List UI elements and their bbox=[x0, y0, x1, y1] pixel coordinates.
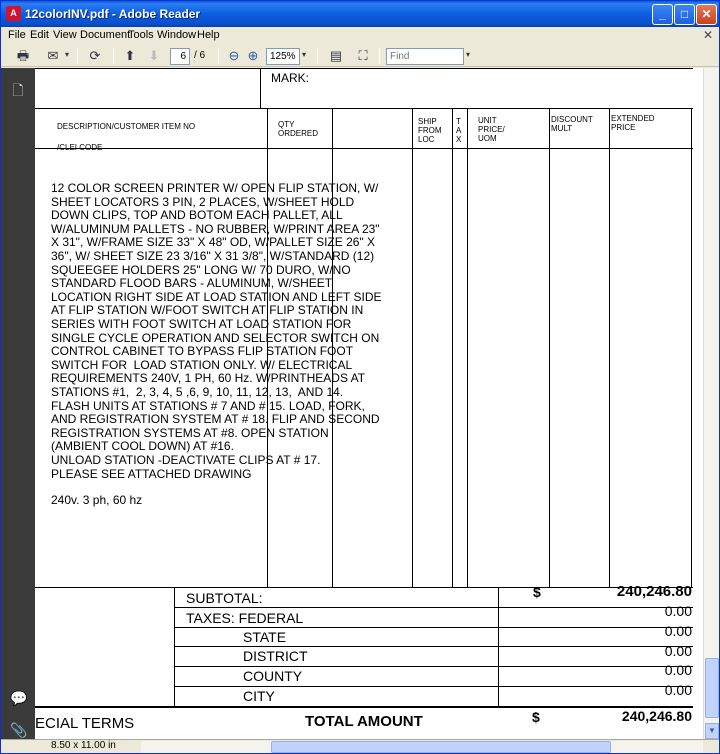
description-line: REGISTRATION SYSTEMS AT #8. OPEN STATION bbox=[51, 425, 329, 440]
total-amount-label: TOTAL AMOUNT bbox=[305, 713, 423, 730]
horizontal-scrollbar[interactable] bbox=[141, 741, 703, 753]
page-total: / 6 bbox=[194, 50, 206, 61]
menu-tools[interactable]: Tools bbox=[128, 29, 154, 41]
status-bar bbox=[1, 739, 719, 753]
city-tax-label: CITY bbox=[243, 688, 275, 704]
previous-page-icon[interactable]: ⬆ bbox=[124, 48, 136, 63]
description-line: SINGLE CYCLE OPERATION AND SELECTOR SWITCH ON bbox=[51, 330, 380, 345]
collaborate-icon[interactable]: ⟳ bbox=[89, 48, 101, 63]
header-extended-price: EXTENDED PRICE bbox=[611, 114, 655, 132]
power-note: 240v. 3 ph, 60 hz bbox=[51, 493, 143, 507]
description-line: SERIES WITH FOOT SWITCH AT LOAD STATION FOR bbox=[51, 317, 352, 331]
description-line: 12 COLOR SCREEN PRINTER W/ OPEN FLIP STATION, W/ bbox=[51, 181, 379, 195]
header-discount-mult: DISCOUNT MULT bbox=[551, 115, 593, 133]
fit-width-icon[interactable]: ⛶ bbox=[358, 48, 368, 63]
find-input[interactable] bbox=[386, 48, 464, 65]
description-line: 36", W/ SHEET SIZE 23 3/16" X 31 3/8", W/STANDARD (12) bbox=[51, 249, 375, 263]
toolbar-separator bbox=[379, 48, 380, 64]
menu-help[interactable]: Help bbox=[197, 29, 220, 41]
city-tax-value: 0.00 bbox=[664, 682, 692, 698]
mark-label: MARK: bbox=[271, 71, 310, 85]
horizontal-scroll-thumb[interactable] bbox=[271, 741, 611, 753]
zoom-dropdown-icon[interactable]: ▾ bbox=[302, 50, 307, 59]
close-button[interactable]: ✕ bbox=[696, 4, 717, 25]
description-line: REQUIREMENTS 240V, 1 PH, 60 Hz. W/PRINTHEADS AT bbox=[51, 371, 366, 386]
navigation-pane bbox=[1, 68, 35, 739]
toolbar-separator bbox=[218, 48, 219, 64]
district-tax-label: DISTRICT bbox=[243, 648, 308, 664]
toolbar bbox=[1, 45, 719, 67]
email-icon[interactable]: ✉ bbox=[47, 48, 59, 63]
header-tax: T A X bbox=[456, 117, 462, 144]
header-clei-code: /CLEI CODE bbox=[57, 143, 103, 152]
menu-window[interactable]: Window bbox=[157, 29, 197, 41]
minimize-button[interactable]: _ bbox=[652, 4, 673, 25]
adobe-reader-icon: A bbox=[6, 6, 21, 21]
description-line: X 31", W/FRAME SIZE 33" X 48" OD, W/PALLET SIZE 26" X bbox=[51, 235, 376, 250]
pages-icon[interactable]: 🗋 bbox=[12, 82, 24, 98]
zoom-level-input[interactable]: 125% bbox=[266, 48, 300, 65]
zoom-in-icon[interactable]: ⊕ bbox=[247, 48, 259, 63]
zoom-out-icon[interactable]: ⊖ bbox=[228, 48, 240, 63]
attachments-icon[interactable]: 📎 bbox=[10, 722, 28, 738]
header-unit-price: UNIT PRICE/ UOM bbox=[478, 116, 505, 143]
description-line: PLEASE SEE ATTACHED DRAWING bbox=[51, 466, 252, 481]
state-tax-label: STATE bbox=[243, 629, 287, 645]
comments-icon[interactable]: 💬 bbox=[10, 690, 28, 706]
close-document-icon[interactable]: ✕ bbox=[702, 28, 713, 42]
description-line: CONTROL CABINET TO BYPASS FLIP STATION FOOT bbox=[51, 344, 354, 359]
subtotal-label: SUBTOTAL: bbox=[186, 590, 263, 606]
header-ship-from: SHIP FROM LOC bbox=[418, 117, 442, 144]
description-line: W/ALUMINUM PALLETS - NO RUBBER, W/PRINT AREA 23" bbox=[51, 221, 380, 236]
description-line: LOCATION RIGHT SIDE AT LOAD STATION AND LEFT SIDE bbox=[51, 289, 382, 304]
scroll-down-arrow-icon[interactable]: ▼ bbox=[705, 723, 719, 739]
special-terms-label: ECIAL TERMS bbox=[35, 715, 135, 732]
header-qty-ordered: QTY ORDERED bbox=[278, 120, 319, 138]
state-tax-value: 0.00 bbox=[664, 623, 692, 639]
subtotal-currency: $ bbox=[533, 584, 541, 600]
menu-edit[interactable]: Edit bbox=[30, 29, 49, 41]
page-size: 8.50 x 11.00 in bbox=[51, 740, 116, 751]
header-description: DESCRIPTION/CUSTOMER ITEM NO bbox=[57, 122, 196, 131]
menu-view[interactable]: View bbox=[53, 29, 77, 41]
menu-document[interactable]: Document bbox=[80, 29, 131, 41]
subtotal-value: 240,246.80 bbox=[616, 583, 692, 600]
description-line: AT FLIP STATION W/FOOT SWITCH AT FLIP STATION IN bbox=[51, 303, 364, 318]
total-currency: $ bbox=[532, 709, 540, 725]
find-dropdown-icon[interactable]: ▾ bbox=[466, 50, 471, 59]
window-title: 12colorINV.pdf - Adobe Reader bbox=[25, 7, 201, 21]
next-page-icon[interactable]: ⬇ bbox=[148, 48, 160, 63]
toolbar-separator bbox=[317, 48, 318, 64]
toolbar-separator bbox=[113, 48, 114, 64]
federal-tax-value: 0.00 bbox=[664, 603, 692, 619]
email-dropdown-icon[interactable]: ▾ bbox=[65, 50, 70, 59]
print-icon[interactable]: 🖶 bbox=[16, 48, 30, 63]
description-line: UNLOAD STATION -DEACTIVATE CLIPS AT # 17. bbox=[51, 453, 321, 467]
item-description bbox=[51, 182, 431, 482]
federal-tax-label: TAXES: FEDERAL bbox=[186, 610, 304, 626]
county-tax-value: 0.00 bbox=[664, 662, 692, 678]
description-line: AND REGISTRATION SYSTEM AT # 18. FLIP AND SECOND bbox=[51, 412, 380, 427]
description-line: SWITCH FOR LOAD STATION ONLY. W/ ELECTRICAL bbox=[51, 357, 353, 372]
district-tax-value: 0.00 bbox=[664, 643, 692, 659]
description-line: STANDARD FLOOD BARS - ALUMINUM, W/SHEET bbox=[51, 276, 333, 291]
description-line: (AMBIENT COOL DOWN) AT #16. bbox=[51, 439, 234, 454]
menu-file[interactable]: File bbox=[8, 29, 26, 41]
title-bar[interactable] bbox=[1, 1, 719, 27]
fit-page-icon[interactable]: ▤ bbox=[329, 48, 343, 63]
toolbar-separator bbox=[77, 48, 78, 64]
county-tax-label: COUNTY bbox=[243, 668, 303, 684]
description-line: DOWN CLIPS, TOP AND BOTOM EACH PALLET, ALL bbox=[51, 208, 343, 223]
document-page bbox=[35, 68, 703, 739]
description-line: FLASH UNITS AT STATIONS # 7 AND # 15. LOAD, FORK, bbox=[51, 398, 365, 413]
maximize-button[interactable]: □ bbox=[674, 4, 695, 25]
description-line: SQUEEGEE HOLDERS 25" LONG W/ 70 DURO, W/NO bbox=[51, 262, 351, 277]
menu-bar bbox=[1, 27, 719, 45]
vertical-scrollbar[interactable] bbox=[703, 68, 719, 739]
vertical-scroll-thumb[interactable] bbox=[705, 658, 719, 718]
description-line: STATIONS #1, 2, 3, 4, 5 ,6, 9, 10, 11, 12, 13, AND 14. bbox=[51, 385, 344, 399]
total-amount-value: 240,246.80 bbox=[621, 708, 692, 724]
page-number-input[interactable]: 6 bbox=[170, 48, 190, 65]
description-line: SHEET LOCATORS 3 PIN, 2 PLACES, W/SHEET HOLD bbox=[51, 194, 355, 209]
